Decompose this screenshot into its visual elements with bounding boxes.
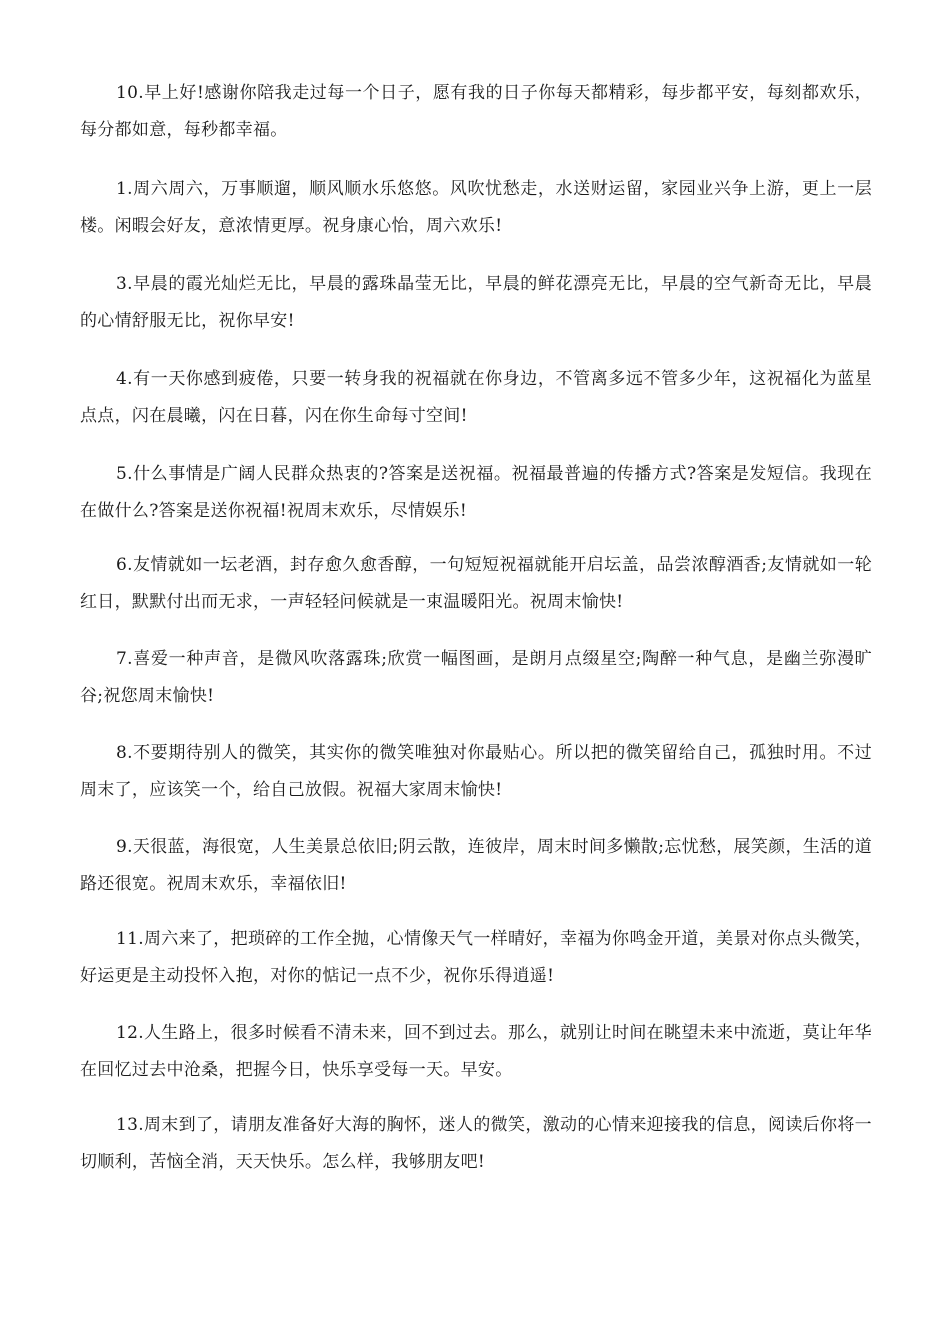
paragraph-5: 5.什么事情是广阔人民群众热衷的?答案是送祝福。祝福最普遍的传播方式?答案是发短信。我现在在做什么?答案是送你祝福!祝周末欢乐，尽情娱乐!: [80, 464, 872, 521]
paragraph-12: 12.人生路上，很多时候看不清未来，回不到过去。那么，就别让时间在眺望未来中流逝，莫让年华在回忆过去中沧桑，把握今日，快乐享受每一天。早安。: [80, 1023, 872, 1080]
paragraph-6: 6.友情就如一坛老酒，封存愈久愈香醇，一句短短祝福就能开启坛盖，品尝浓醇酒香;友情就如一轮红日，默默付出而无求，一声轻轻问候就是一束温暖阳光。祝周末愉快!: [80, 555, 872, 612]
paragraph-1: 1.周六周六，万事顺遛，顺风顺水乐悠悠。风吹忧愁走，水送财运留，家园业兴争上游，更上一层楼。闲暇会好友，意浓情更厚。祝身康心怡，周六欢乐!: [80, 179, 872, 236]
paragraph-13: 13.周末到了，请朋友准备好大海的胸怀，迷人的微笑，激动的心情来迎接我的信息，阅读后你将一切顺利，苦恼全消，天天快乐。怎么样，我够朋友吧!: [80, 1115, 872, 1172]
paragraph-10: 10.早上好!感谢你陪我走过每一个日子，愿有我的日子你每天都精彩，每步都平安，每刻都欢乐，每分都如意，每秒都幸福。: [80, 83, 872, 140]
paragraph-7: 7.喜爱一种声音，是微风吹落露珠;欣赏一幅图画，是朗月点缀星空;陶醉一种气息，是幽兰弥漫旷谷;祝您周末愉快!: [80, 649, 872, 706]
paragraph-4: 4.有一天你感到疲倦，只要一转身我的祝福就在你身边，不管离多远不管多少年，这祝福化为蓝星点点，闪在晨曦，闪在日暮，闪在你生命每寸空间!: [80, 369, 872, 426]
paragraph-3: 3.早晨的霞光灿烂无比，早晨的露珠晶莹无比，早晨的鲜花漂亮无比，早晨的空气新奇无比，早晨的心情舒服无比，祝你早安!: [80, 274, 872, 331]
paragraph-9: 9.天很蓝，海很宽，人生美景总依旧;阴云散，连彼岸，周末时间多懒散;忘忧愁，展笑颜，生活的道路还很宽。祝周末欢乐，幸福依旧!: [80, 837, 872, 894]
paragraph-11: 11.周六来了，把琐碎的工作全抛，心情像天气一样晴好，幸福为你鸣金开道，美景对你点头微笑，好运更是主动投怀入抱，对你的惦记一点不少，祝你乐得逍遥!: [80, 929, 872, 986]
paragraph-8: 8.不要期待别人的微笑，其实你的微笑唯独对你最贴心。所以把的微笑留给自己，孤独时用。不过周末了，应该笑一个，给自己放假。祝福大家周末愉快!: [80, 743, 872, 800]
